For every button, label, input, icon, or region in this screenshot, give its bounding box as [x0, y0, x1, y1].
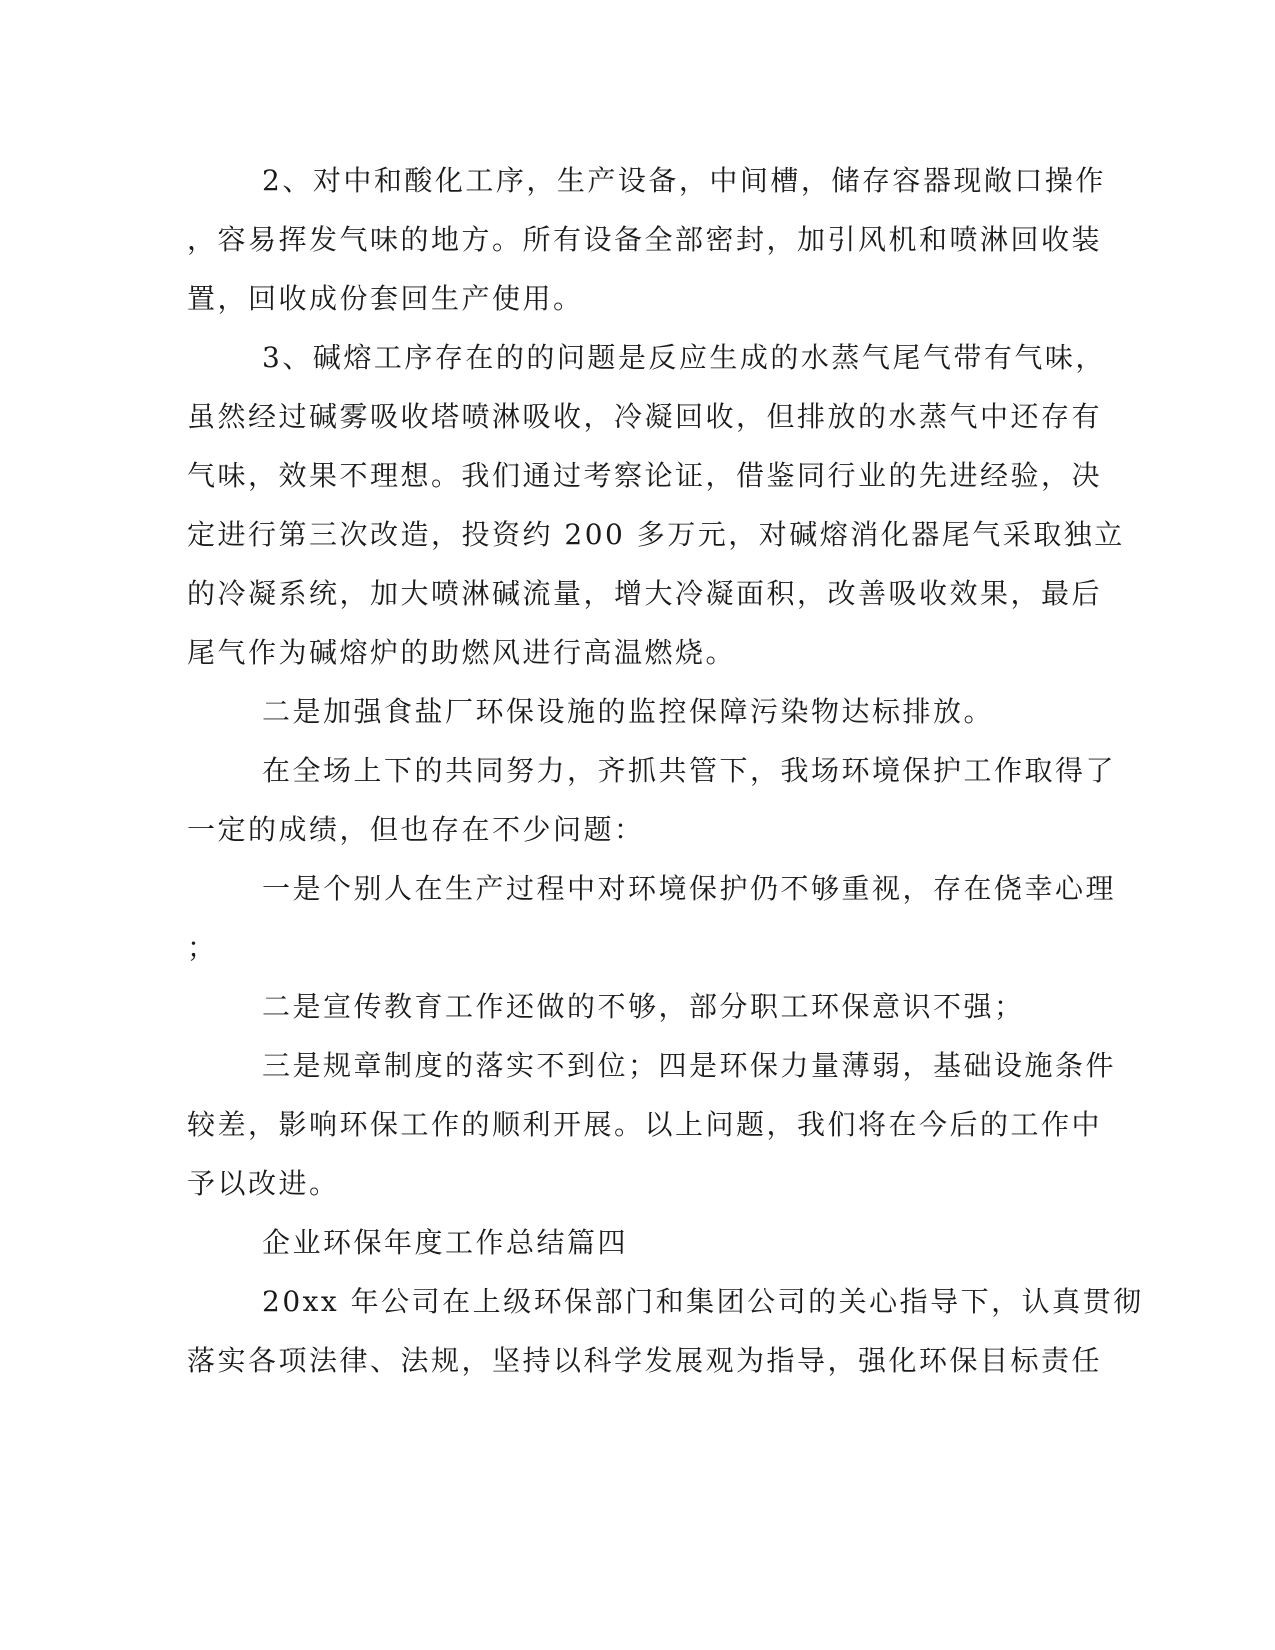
paragraph-line: 虽然经过碱雾吸收塔喷淋吸收，冷凝回收，但排放的水蒸气中还存有	[187, 400, 1103, 433]
paragraph-line: 在全场上下的共同努力，齐抓共管下，我场环境保护工作取得了	[262, 754, 1117, 787]
paragraph-line: 一是个别人在生产过程中对环境保护仍不够重视，存在侥幸心理	[262, 872, 1117, 905]
paragraph-line: 一定的成绩，但也存在不少问题：	[187, 813, 645, 846]
paragraph-line: 尾气作为碱熔炉的助燃风进行高温燃烧。	[187, 636, 737, 669]
paragraph-line: 予以改进。	[187, 1167, 340, 1200]
paragraph-line: 落实各项法律、法规，坚持以科学发展观为指导，强化环保目标责任	[187, 1344, 1103, 1377]
paragraph-line: 气味，效果不理想。我们通过考察论证，借鉴同行业的先进经验，决	[187, 459, 1103, 492]
paragraph-line: 三是规章制度的落实不到位；四是环保力量薄弱，基础设施条件	[262, 1049, 1117, 1082]
paragraph-line: ，容易挥发气味的地方。所有设备全部密封，加引风机和喷淋回收装	[187, 223, 1103, 256]
paragraph-line: ；	[187, 931, 218, 964]
paragraph-line: 2、对中和酸化工序，生产设备，中间槽，储存容器现敞口操作	[262, 164, 1106, 197]
paragraph-line: 二是加强食盐厂环保设施的监控保障污染物达标排放。	[262, 695, 995, 728]
paragraph-line: 二是宣传教育工作还做的不够，部分职工环保意识不强；	[262, 990, 1025, 1023]
paragraph-line: 定进行第三次改造，投资约 200 多万元，对碱熔消化器尾气采取独立	[187, 518, 1125, 551]
paragraph-line: 3、碱熔工序存在的的问题是反应生成的水蒸气尾气带有气味，	[262, 341, 1106, 374]
paragraph-line: 20xx 年公司在上级环保部门和集团公司的关心指导下，认真贯彻	[262, 1285, 1144, 1318]
paragraph-line: 较差，影响环保工作的顺利开展。以上问题，我们将在今后的工作中	[187, 1108, 1103, 1141]
paragraph-line: 置，回收成份套回生产使用。	[187, 282, 584, 315]
section-heading: 企业环保年度工作总结篇四	[262, 1226, 629, 1259]
paragraph-line: 的冷凝系统，加大喷淋碱流量，增大冷凝面积，改善吸收效果，最后	[187, 577, 1103, 610]
